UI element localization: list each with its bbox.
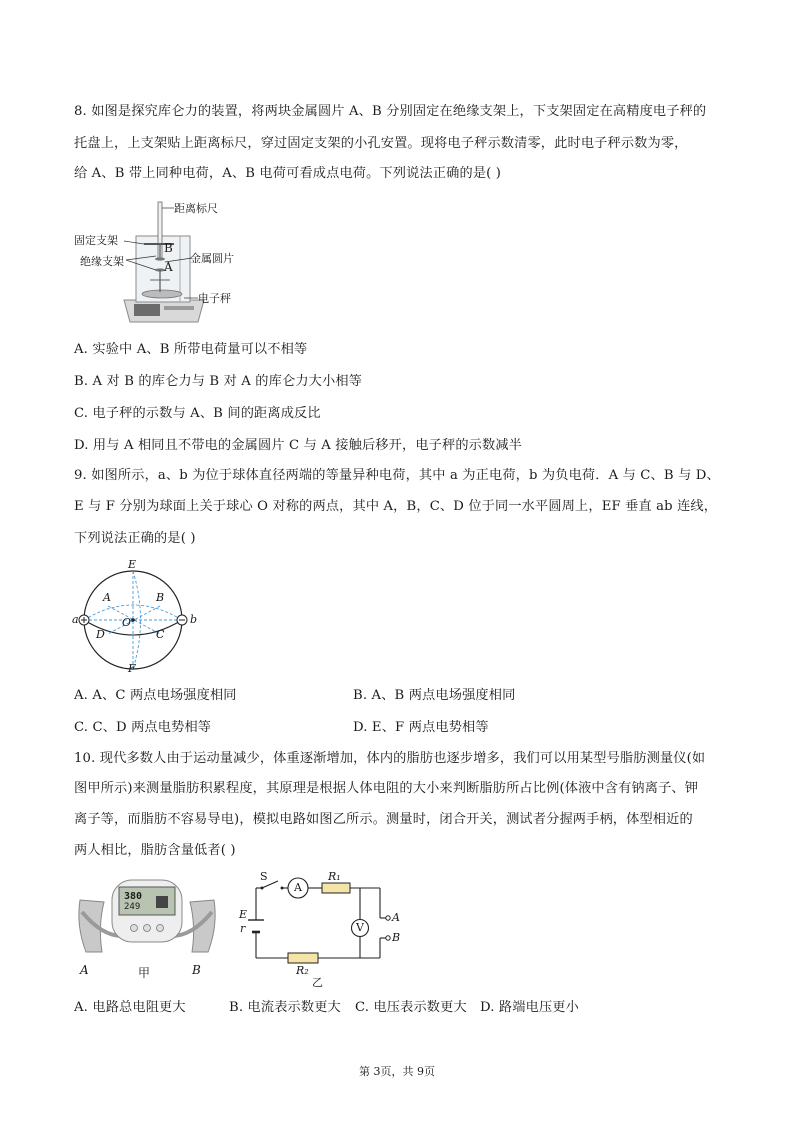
disc-b-label: B	[164, 241, 173, 255]
emf-e-label: E	[239, 908, 248, 921]
charge-b-label: b	[190, 613, 198, 626]
q8-stem-line-2: 托盘上，上支架贴上距离标尺，穿过固定支架的小孔安置。现将电子秤示数清零，此时电子秤示数为零，	[74, 136, 688, 151]
display-value-1: 380	[124, 891, 143, 902]
q9-stem-line-1: 9. 如图所示，a、b 为位于球体直径两端的等量异种电荷，其中 a 为正电荷，b 为负电荷．A 与 C、B 与 D、	[74, 468, 720, 483]
fat-meter-figure	[72, 876, 222, 980]
q10-option-a: A. 电路总电阻更大	[74, 1000, 186, 1015]
q10-stem-line-2: 图甲所示)来测量脂肪积累程度，其原理是根据人体电阻的大小来判断脂肪所占比例(体液中含有钠离子、钾	[74, 781, 699, 796]
q9-stem-line-2: E 与 F 分别为球面上关于球心 O 对称的两点，其中 A，B，C、D 位于同一水平圆周上，EF 垂直 ab 连线，	[74, 499, 718, 514]
q8-option-a: A. 实验中 A、B 所带电荷量可以不相等	[74, 342, 308, 357]
circuit-drawing	[236, 870, 406, 988]
q10-option-b: B. 电流表示数更大	[229, 1000, 341, 1015]
q8-option-c: C. 电子秤的示数与 A、B 间的距离成反比	[74, 406, 321, 421]
circuit-figure	[236, 870, 406, 988]
display-value-2: 249	[124, 902, 141, 912]
point-f-label: F	[128, 662, 136, 675]
internal-r-label: r	[240, 922, 246, 935]
q8-stem-line-3: 给 A、B 带上同种电荷，A、B 电荷可看成点电荷。下列说法正确的是( )	[74, 166, 502, 181]
q10-option-d: D. 路端电压更小	[480, 1000, 579, 1015]
terminal-a-label: A	[392, 911, 400, 924]
circuit-caption: 乙	[312, 976, 323, 989]
q10-stem-line-4: 两人相比，脂肪含量低者( )	[74, 843, 236, 858]
q10-stem-line-3: 离子等，而脂肪不容易导电)，模拟电路如图乙所示。测量时，闭合开关，测试者分握两手柄，体型相近的	[74, 812, 693, 827]
point-c-label: C	[156, 628, 165, 641]
handle-b-label: B	[192, 963, 201, 977]
sphere-charges-figure	[72, 558, 202, 676]
voltmeter-symbol: V	[356, 921, 364, 934]
terminal-b-label: B	[392, 931, 401, 944]
r2-label: R₂	[296, 964, 309, 977]
q8-option-d: D. 用与 A 相同且不带电的金属圆片 C 与 A 接触后移开，电子秤的示数减半	[74, 438, 523, 453]
metal-disc-label: 金属圆片	[190, 252, 234, 265]
point-d-label: D	[96, 628, 105, 641]
q9-option-d: D. E、F 两点电势相等	[353, 720, 489, 735]
q8-stem-line-1: 8. 如图是探究库仑力的装置，将两块金属圆片 A、B 分别固定在绝缘支架上，下支架固定在高精度电子秤的	[74, 104, 707, 119]
page-footer: 第 3页，共 9页	[359, 1065, 435, 1078]
coulomb-apparatus-figure	[74, 198, 254, 328]
q9-stem-line-3: 下列说法正确的是( )	[74, 531, 196, 546]
switch-s-label: S	[260, 870, 268, 883]
r1-label: R₁	[328, 870, 341, 883]
point-b-label: B	[156, 591, 165, 604]
q9-option-c: C. C、D 两点电势相等	[74, 720, 212, 735]
device-caption: 甲	[138, 966, 151, 980]
q10-stem-line-1: 10. 现代多数人由于运动量减少，体重逐渐增加，体内的脂肪也逐步增多，我们可以用某型号脂肪测量仪(如	[74, 751, 706, 766]
scale-label: 电子秤	[198, 292, 231, 305]
insulating-support-label: 绝缘支架	[80, 255, 124, 268]
q9-option-b: B. A、B 两点电场强度相同	[353, 688, 516, 703]
fixed-support-label: 固定支架	[74, 234, 118, 247]
ruler-label: 距离标尺	[174, 202, 218, 215]
disc-a-label: A	[164, 260, 173, 274]
q10-option-c: C. 电压表示数更大	[355, 1000, 467, 1015]
q9-option-a: A. A、C 两点电场强度相同	[74, 688, 237, 703]
point-e-label: E	[128, 558, 137, 571]
ammeter-symbol: A	[294, 881, 302, 894]
center-o-label: O	[122, 616, 132, 629]
charge-a-label: a	[72, 613, 79, 626]
point-a-label: A	[103, 591, 111, 604]
fat-meter-drawing	[72, 876, 222, 966]
sphere-drawing	[72, 558, 202, 676]
handle-a-label: A	[80, 963, 89, 977]
q8-option-b: B. A 对 B 的库仑力与 B 对 A 的库仑力大小相等	[74, 374, 363, 389]
